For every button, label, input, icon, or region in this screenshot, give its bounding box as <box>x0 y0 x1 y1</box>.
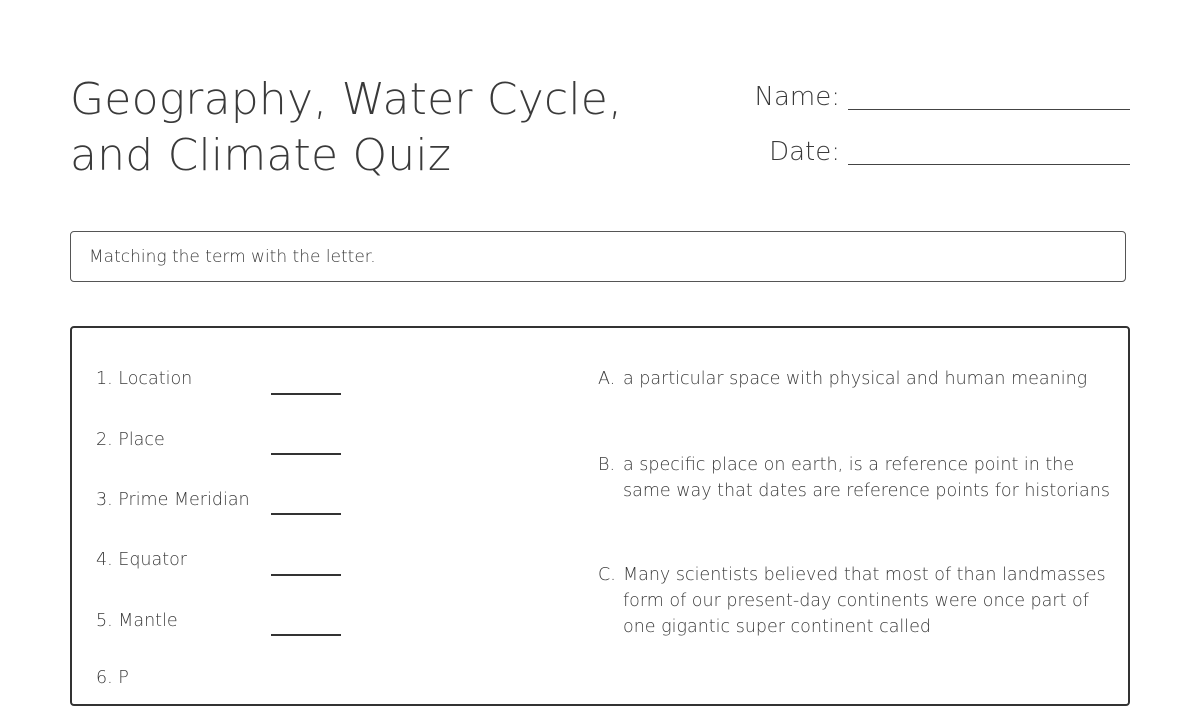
name-blank-line[interactable] <box>848 109 1130 110</box>
answer-blank-4[interactable] <box>271 574 341 576</box>
name-field[interactable] <box>755 78 1130 112</box>
term-place: 2. Place <box>96 430 165 450</box>
term-mantle: 5. Mantle <box>96 611 178 631</box>
answer-blank-3[interactable] <box>271 513 341 515</box>
date-field[interactable] <box>769 133 1130 167</box>
quiz-title-line-1: Geography, Water Cycle, <box>70 74 623 125</box>
instructions-text: Matching the term with the letter. <box>89 246 376 267</box>
definition-b-text: a specific place on earth, is a reference point in the same way that dates are reference points for historians <box>623 455 1110 501</box>
instructions-box <box>70 231 1126 282</box>
term-equator: 4. Equator <box>96 550 188 570</box>
date-blank-line[interactable] <box>848 164 1130 165</box>
definition-a <box>598 366 1118 392</box>
quiz-title-line-2: and Climate Quiz <box>70 130 452 181</box>
answer-blank-1[interactable] <box>271 393 341 395</box>
date-label: Date: <box>769 137 840 167</box>
definition-c <box>598 562 1118 640</box>
definition-b <box>598 452 1118 504</box>
answer-blank-2[interactable] <box>271 453 341 455</box>
definition-b-letter: B. <box>598 455 616 475</box>
definition-a-text: a particular space with physical and human meaning <box>623 369 1088 389</box>
term-6: 6. P <box>96 668 129 688</box>
term-prime-meridian: 3. Prime Meridian <box>96 490 250 510</box>
answer-blank-5[interactable] <box>271 634 341 636</box>
quiz-title <box>70 72 690 184</box>
definition-c-text: Many scientists believed that most of than landmasses form of our present-day continents were once part of one gigantic super continent called <box>623 565 1106 637</box>
definition-c-letter: C. <box>598 565 616 585</box>
term-location: 1. Location <box>96 369 193 389</box>
name-label: Name: <box>754 82 840 112</box>
definition-a-letter: A. <box>598 369 616 389</box>
